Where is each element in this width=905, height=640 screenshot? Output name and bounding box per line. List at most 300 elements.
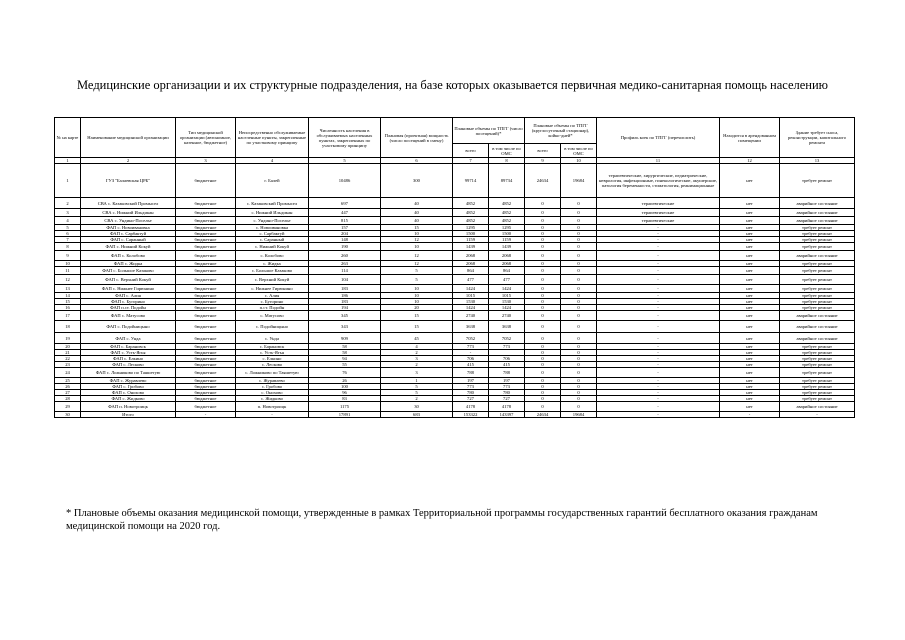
- cell-places: с. Жидка: [236, 261, 309, 267]
- cell-building-status: требует ремонт: [780, 299, 855, 305]
- cell-population: 96: [309, 390, 381, 396]
- cell-capacity: 5: [381, 275, 453, 285]
- cell-hosp-oms: 0: [561, 402, 597, 412]
- column-number: 9: [525, 158, 561, 164]
- header-population: Численность населения в обслуживаемых населенных пунктах, закрепленных по участковому принципу: [309, 118, 381, 158]
- cell-population: 186: [309, 293, 381, 299]
- table-row: [55, 285, 855, 293]
- organizations-table: [54, 117, 855, 418]
- cell-org-name: ФАП с. Алия: [81, 293, 176, 299]
- cell-plan-total: 727: [453, 396, 489, 402]
- cell-plan-total: 1424: [453, 305, 489, 311]
- cell-org-name: ФАП с. Унда: [81, 333, 176, 344]
- cell-places: с. Матусово: [236, 311, 309, 321]
- table-row: [55, 217, 855, 225]
- cell-row-number: 1: [55, 164, 81, 198]
- cell-plan-total: -: [453, 350, 489, 356]
- cell-population: 76: [309, 368, 381, 378]
- column-number: 1: [55, 158, 81, 164]
- cell-rented: нет: [720, 209, 780, 217]
- cell-hosp-total: 0: [525, 293, 561, 299]
- cell-org-name: ФАП с. Нижний Кокуй: [81, 243, 176, 251]
- cell-org-name: ФАП с. Колобово: [81, 251, 176, 261]
- header-hosp-oms: в том числе по ОМС: [561, 144, 597, 158]
- header-capacity: Плановая (проектная) мощность (число посещений в смену): [381, 118, 453, 158]
- cell-population: 190: [309, 243, 381, 251]
- cell-building-status: требует ремонт: [780, 384, 855, 390]
- cell-org-type: бюджетное: [176, 225, 236, 231]
- cell-plan-oms: 4852: [489, 209, 525, 217]
- cell-org-type: бюджетное: [176, 198, 236, 209]
- cell-hosp-oms: 0: [561, 356, 597, 362]
- cell-org-name: ФАП с. Барановск: [81, 344, 176, 350]
- cell-population: 10486: [309, 164, 381, 198]
- cell-hosp-total: 0: [525, 198, 561, 209]
- cell-row-number: 12: [55, 275, 81, 285]
- cell-hosp-oms: 0: [561, 311, 597, 321]
- cell-capacity: 2: [381, 396, 453, 402]
- cell-capacity: 300: [381, 164, 453, 198]
- cell-capacity: 40: [381, 198, 453, 209]
- cell-bed-profile: -: [597, 267, 720, 275]
- cell-row-number: 11: [55, 267, 81, 275]
- cell-places: с. Гробово: [236, 384, 309, 390]
- cell-building-status: аварийное состояние: [780, 311, 855, 321]
- cell-org-name: ГУЗ "Балаевская ЦРБ": [81, 164, 176, 198]
- cell-hosp-oms: 0: [561, 261, 597, 267]
- cell-places: -: [236, 412, 309, 418]
- cell-org-name: ФАП с. Большое Казаково: [81, 267, 176, 275]
- cell-bed-profile: -: [597, 344, 720, 350]
- cell-building-status: аварийное состояние: [780, 217, 855, 225]
- cell-rented: нет: [720, 198, 780, 209]
- cell-population: 263: [309, 261, 381, 267]
- cell-hosp-total: 0: [525, 251, 561, 261]
- cell-building-status: требует ремонт: [780, 237, 855, 243]
- cell-bed-profile: терапевтические: [597, 217, 720, 225]
- cell-hosp-oms: 0: [561, 275, 597, 285]
- table-row: [55, 412, 855, 418]
- cell-row-number: 2: [55, 198, 81, 209]
- cell-plan-oms: 1439: [489, 243, 525, 251]
- cell-rented: нет: [720, 251, 780, 261]
- cell-population: 55: [309, 362, 381, 368]
- cell-hosp-total: 0: [525, 225, 561, 231]
- header-plan-oms: в том числе по ОМС: [489, 144, 525, 158]
- cell-org-name: СВА с. Нижний Ильдикан: [81, 209, 176, 217]
- cell-places: п.ст. Подойн: [236, 305, 309, 311]
- cell-building-status: аварийное состояние: [780, 198, 855, 209]
- cell-places: с. Нижний Кокуй: [236, 243, 309, 251]
- cell-plan-total: 706: [453, 356, 489, 362]
- table-row: [55, 402, 855, 412]
- column-number: 5: [309, 158, 381, 164]
- cell-capacity: 15: [381, 311, 453, 321]
- cell-hosp-total: 0: [525, 299, 561, 305]
- header-hosp-tpgg: Плановые объемы по ТПГГ (круглосуточный стационар), койко-дней*: [525, 118, 597, 144]
- cell-row-number: 14: [55, 293, 81, 299]
- cell-hosp-total: 0: [525, 333, 561, 344]
- cell-plan-oms: 1295: [489, 225, 525, 231]
- cell-row-number: 23: [55, 362, 81, 368]
- cell-org-type: бюджетное: [176, 285, 236, 293]
- cell-population: 909: [309, 333, 381, 344]
- cell-hosp-oms: 0: [561, 333, 597, 344]
- cell-org-type: бюджетное: [176, 261, 236, 267]
- cell-rented: нет: [720, 237, 780, 243]
- cell-places: с. Унда: [236, 333, 309, 344]
- cell-building-status: требует ремонт: [780, 225, 855, 231]
- cell-capacity: 3: [381, 368, 453, 378]
- cell-rented: нет: [720, 384, 780, 390]
- cell-org-name: Итого: [81, 412, 176, 418]
- cell-plan-total: 2740: [453, 311, 489, 321]
- cell-row-number: 26: [55, 384, 81, 390]
- table-row: [55, 267, 855, 275]
- cell-org-name: ФАП п.ст. Подойн: [81, 305, 176, 311]
- cell-population: 26: [309, 378, 381, 384]
- cell-rented: нет: [720, 378, 780, 384]
- cell-capacity: 5: [381, 267, 453, 275]
- cell-plan-total: 1295: [453, 225, 489, 231]
- cell-capacity: 2: [381, 362, 453, 368]
- cell-plan-total: 780: [453, 390, 489, 396]
- cell-org-type: бюджетное: [176, 368, 236, 378]
- cell-hosp-oms: 19684: [561, 412, 597, 418]
- cell-capacity: 3: [381, 356, 453, 362]
- cell-plan-total: 2068: [453, 251, 489, 261]
- cell-rented: нет: [720, 321, 780, 333]
- cell-hosp-total: 0: [525, 275, 561, 285]
- cell-plan-oms: 1424: [489, 305, 525, 311]
- cell-places: с. Подойницыно: [236, 321, 309, 333]
- cell-bed-profile: -: [597, 261, 720, 267]
- table-row: [55, 275, 855, 285]
- cell-org-type: бюджетное: [176, 321, 236, 333]
- cell-rented: нет: [720, 305, 780, 311]
- cell-org-type: -: [176, 412, 236, 418]
- cell-hosp-total: 0: [525, 362, 561, 368]
- cell-plan-total: 4852: [453, 217, 489, 225]
- cell-plan-total: 4852: [453, 209, 489, 217]
- cell-hosp-total: 0: [525, 350, 561, 356]
- cell-population: 83: [309, 396, 381, 402]
- cell-plan-total: 4178: [453, 402, 489, 412]
- cell-bed-profile: -: [597, 350, 720, 356]
- cell-population: 343: [309, 321, 381, 333]
- cell-plan-total: 415: [453, 362, 489, 368]
- cell-places: с. Лесково: [236, 362, 309, 368]
- cell-org-type: бюджетное: [176, 384, 236, 390]
- cell-rented: нет: [720, 231, 780, 237]
- cell-hosp-oms: 0: [561, 350, 597, 356]
- cell-bed-profile: терапевтические, хирургические, педиатрические, неврология, инфекционные, гинекологические, акушерские, патология беременности, стоматология, реанимационные: [597, 164, 720, 198]
- cell-hosp-oms: 0: [561, 217, 597, 225]
- column-number: 7: [453, 158, 489, 164]
- cell-places: с. Ундино-Поселье: [236, 217, 309, 225]
- cell-population: 204: [309, 231, 381, 237]
- cell-org-name: ФАП с. Жидка: [81, 261, 176, 267]
- cell-hosp-oms: 0: [561, 243, 597, 251]
- cell-building-status: требует ремонт: [780, 350, 855, 356]
- cell-places: с. Ложниково по Таяшетую: [236, 368, 309, 378]
- cell-org-name: ФАП с. Лесково: [81, 362, 176, 368]
- cell-org-type: бюджетное: [176, 164, 236, 198]
- table-row: [55, 164, 855, 198]
- cell-org-type: бюджетное: [176, 243, 236, 251]
- cell-bed-profile: -: [597, 231, 720, 237]
- cell-hosp-oms: 0: [561, 368, 597, 378]
- cell-places: с. Саранный: [236, 237, 309, 243]
- cell-places: с. Журавлево: [236, 378, 309, 384]
- cell-places: с. Колобово: [236, 251, 309, 261]
- cell-org-type: бюджетное: [176, 231, 236, 237]
- cell-bed-profile: -: [597, 251, 720, 261]
- cell-building-status: требует ремонт: [780, 305, 855, 311]
- cell-row-number: 15: [55, 299, 81, 305]
- cell-org-name: СВА с. Казаковский Промысел: [81, 198, 176, 209]
- cell-hosp-total: 0: [525, 384, 561, 390]
- column-number: 4: [236, 158, 309, 164]
- cell-hosp-oms: 0: [561, 384, 597, 390]
- cell-rented: нет: [720, 390, 780, 396]
- cell-rented: нет: [720, 356, 780, 362]
- cell-bed-profile: -: [597, 225, 720, 231]
- cell-rented: нет: [720, 368, 780, 378]
- cell-capacity: 1: [381, 378, 453, 384]
- cell-plan-oms: 1015: [489, 293, 525, 299]
- cell-plan-total: 1015: [453, 293, 489, 299]
- cell-hosp-oms: 0: [561, 293, 597, 299]
- column-number: 6: [381, 158, 453, 164]
- cell-org-name: ФАП с. Подойницыно: [81, 321, 176, 333]
- cell-plan-oms: 2068: [489, 251, 525, 261]
- cell-capacity: 10: [381, 243, 453, 251]
- cell-bed-profile: -: [597, 362, 720, 368]
- cell-hosp-total: 0: [525, 390, 561, 396]
- cell-plan-oms: 1159: [489, 237, 525, 243]
- cell-rented: нет: [720, 217, 780, 225]
- table-body: [55, 164, 855, 418]
- cell-building-status: аварийное состояние: [780, 402, 855, 412]
- cell-org-name: ФАП с. Саранный: [81, 237, 176, 243]
- cell-plan-total: 477: [453, 275, 489, 285]
- cell-places: с. Алия: [236, 293, 309, 299]
- cell-building-status: аварийное состояние: [780, 333, 855, 344]
- cell-bed-profile: -: [597, 412, 720, 418]
- cell-plan-total: 1159: [453, 237, 489, 243]
- cell-capacity: 10: [381, 285, 453, 293]
- cell-places: с. Нижний Ильдикан: [236, 209, 309, 217]
- cell-plan-total: 1424: [453, 285, 489, 293]
- cell-hosp-total: 0: [525, 356, 561, 362]
- cell-plan-oms: 3638: [489, 321, 525, 333]
- cell-row-number: 25: [55, 378, 81, 384]
- table-row: [55, 311, 855, 321]
- cell-row-number: 5: [55, 225, 81, 231]
- cell-bed-profile: -: [597, 368, 720, 378]
- cell-capacity: 10: [381, 293, 453, 299]
- cell-row-number: 30: [55, 412, 81, 418]
- cell-org-name: ФАП с. Матусово: [81, 311, 176, 321]
- cell-org-name: ФАП с. Бугорино: [81, 299, 176, 305]
- cell-building-status: требует ремонт: [780, 231, 855, 237]
- cell-capacity: 12: [381, 261, 453, 267]
- cell-org-type: бюджетное: [176, 217, 236, 225]
- header-type: Тип медицинской организации (автономное, казенное, бюджетное): [176, 118, 236, 158]
- cell-plan-oms: 706: [489, 356, 525, 362]
- cell-row-number: 3: [55, 209, 81, 217]
- cell-rented: нет: [720, 164, 780, 198]
- cell-row-number: 7: [55, 237, 81, 243]
- table-row: [55, 251, 855, 261]
- cell-hosp-total: 0: [525, 305, 561, 311]
- cell-hosp-oms: 0: [561, 390, 597, 396]
- cell-building-status: требует ремонт: [780, 261, 855, 267]
- cell-capacity: 5: [381, 384, 453, 390]
- cell-bed-profile: -: [597, 321, 720, 333]
- table-row: [55, 243, 855, 251]
- cell-hosp-oms: 0: [561, 231, 597, 237]
- cell-capacity: 12: [381, 237, 453, 243]
- cell-org-name: СВА с. Ундино-Поселье: [81, 217, 176, 225]
- cell-bed-profile: -: [597, 402, 720, 412]
- cell-plan-total: 2068: [453, 261, 489, 267]
- cell-org-name: ФАП с. Елкино: [81, 356, 176, 362]
- cell-hosp-oms: 0: [561, 267, 597, 275]
- cell-capacity: 10: [381, 299, 453, 305]
- cell-plan-total: 7052: [453, 333, 489, 344]
- cell-population: 1175: [309, 402, 381, 412]
- cell-building-status: требует ремонт: [780, 390, 855, 396]
- cell-org-type: бюджетное: [176, 237, 236, 243]
- cell-plan-total: 1530: [453, 299, 489, 305]
- cell-row-number: 8: [55, 243, 81, 251]
- cell-plan-total: 1439: [453, 243, 489, 251]
- cell-rented: нет: [720, 350, 780, 356]
- cell-rented: нет: [720, 396, 780, 402]
- cell-capacity: 20: [381, 305, 453, 311]
- header-no: № на карте: [55, 118, 81, 158]
- table-row: [55, 321, 855, 333]
- cell-capacity: 2: [381, 350, 453, 356]
- cell-bed-profile: терапевтические: [597, 198, 720, 209]
- cell-plan-oms: 2068: [489, 261, 525, 267]
- header-hosp-total: всего: [525, 144, 561, 158]
- cell-building-status: аварийное состояние: [780, 321, 855, 333]
- cell-building-status: требует ремонт: [780, 362, 855, 368]
- cell-capacity: 5: [381, 390, 453, 396]
- header-rent: Находится в арендованном помещении: [720, 118, 780, 158]
- cell-bed-profile: -: [597, 390, 720, 396]
- cell-row-number: 28: [55, 396, 81, 402]
- cell-org-type: бюджетное: [176, 402, 236, 412]
- cell-bed-profile: -: [597, 333, 720, 344]
- cell-places: с. Верхний Кокуй: [236, 275, 309, 285]
- cell-plan-oms: 4178: [489, 402, 525, 412]
- cell-plan-total: 864: [453, 267, 489, 275]
- cell-plan-total: 773: [453, 344, 489, 350]
- cell-hosp-total: 0: [525, 368, 561, 378]
- cell-population: 815: [309, 217, 381, 225]
- cell-plan-oms: 1424: [489, 285, 525, 293]
- cell-places: с. Новоивановка: [236, 225, 309, 231]
- cell-building-status: требует ремонт: [780, 243, 855, 251]
- cell-population: 104: [309, 275, 381, 285]
- cell-hosp-oms: 0: [561, 225, 597, 231]
- cell-hosp-total: 0: [525, 231, 561, 237]
- cell-rented: нет: [720, 293, 780, 299]
- header-profile: Профиль коек по ТПГГ (перечислить): [597, 118, 720, 158]
- cell-plan-oms: 727: [489, 396, 525, 402]
- cell-building-status: требует ремонт: [780, 378, 855, 384]
- header-status: Здание требует сноса, реконструкции, капитального ремонта: [780, 118, 855, 158]
- cell-plan-oms: 89734: [489, 164, 525, 198]
- cell-org-type: бюджетное: [176, 251, 236, 261]
- cell-plan-oms: 477: [489, 275, 525, 285]
- cell-capacity: 45: [381, 333, 453, 344]
- cell-row-number: 6: [55, 231, 81, 237]
- table-row: [55, 333, 855, 344]
- cell-population: 58: [309, 344, 381, 350]
- cell-capacity: 10: [381, 231, 453, 237]
- column-number: 3: [176, 158, 236, 164]
- cell-plan-total: 4852: [453, 198, 489, 209]
- cell-org-name: ФАП с. Сарбактуй: [81, 231, 176, 237]
- cell-capacity: 15: [381, 225, 453, 231]
- cell-plan-total: 153322: [453, 412, 489, 418]
- cell-plan-oms: 864: [489, 267, 525, 275]
- cell-plan-oms: 7052: [489, 333, 525, 344]
- column-number: 2: [81, 158, 176, 164]
- cell-rented: -: [720, 412, 780, 418]
- header-places: Непосредственно обслуживаемые населенные пункты, закрепленные по участковому принципу: [236, 118, 309, 158]
- cell-building-status: требует ремонт: [780, 344, 855, 350]
- cell-org-name: ФАП с. Ложниково по Таяшетую: [81, 368, 176, 378]
- cell-hosp-oms: 0: [561, 198, 597, 209]
- cell-places: с. Бугорино: [236, 299, 309, 305]
- cell-plan-oms: 415: [489, 362, 525, 368]
- cell-row-number: 29: [55, 402, 81, 412]
- cell-row-number: 17: [55, 311, 81, 321]
- cell-rented: нет: [720, 267, 780, 275]
- cell-places: с. Усть-Ягья: [236, 350, 309, 356]
- cell-building-status: требует ремонт: [780, 356, 855, 362]
- cell-org-type: бюджетное: [176, 293, 236, 299]
- cell-bed-profile: -: [597, 378, 720, 384]
- cell-plan-total: 99714: [453, 164, 489, 198]
- column-number: 13: [780, 158, 855, 164]
- cell-rented: нет: [720, 402, 780, 412]
- cell-row-number: 24: [55, 368, 81, 378]
- column-number: 12: [720, 158, 780, 164]
- cell-building-status: -: [780, 412, 855, 418]
- cell-building-status: аварийное состояние: [780, 209, 855, 217]
- cell-plan-oms: 4852: [489, 198, 525, 209]
- cell-building-status: требует ремонт: [780, 164, 855, 198]
- column-number: 8: [489, 158, 525, 164]
- cell-hosp-total: 0: [525, 321, 561, 333]
- cell-plan-total: 788: [453, 368, 489, 378]
- cell-capacity: 4: [381, 344, 453, 350]
- cell-rented: нет: [720, 344, 780, 350]
- cell-building-status: требует ремонт: [780, 267, 855, 275]
- cell-plan-oms: 773: [489, 344, 525, 350]
- cell-building-status: требует ремонт: [780, 275, 855, 285]
- cell-population: 183: [309, 285, 381, 293]
- cell-org-type: бюджетное: [176, 378, 236, 384]
- cell-hosp-oms: 0: [561, 321, 597, 333]
